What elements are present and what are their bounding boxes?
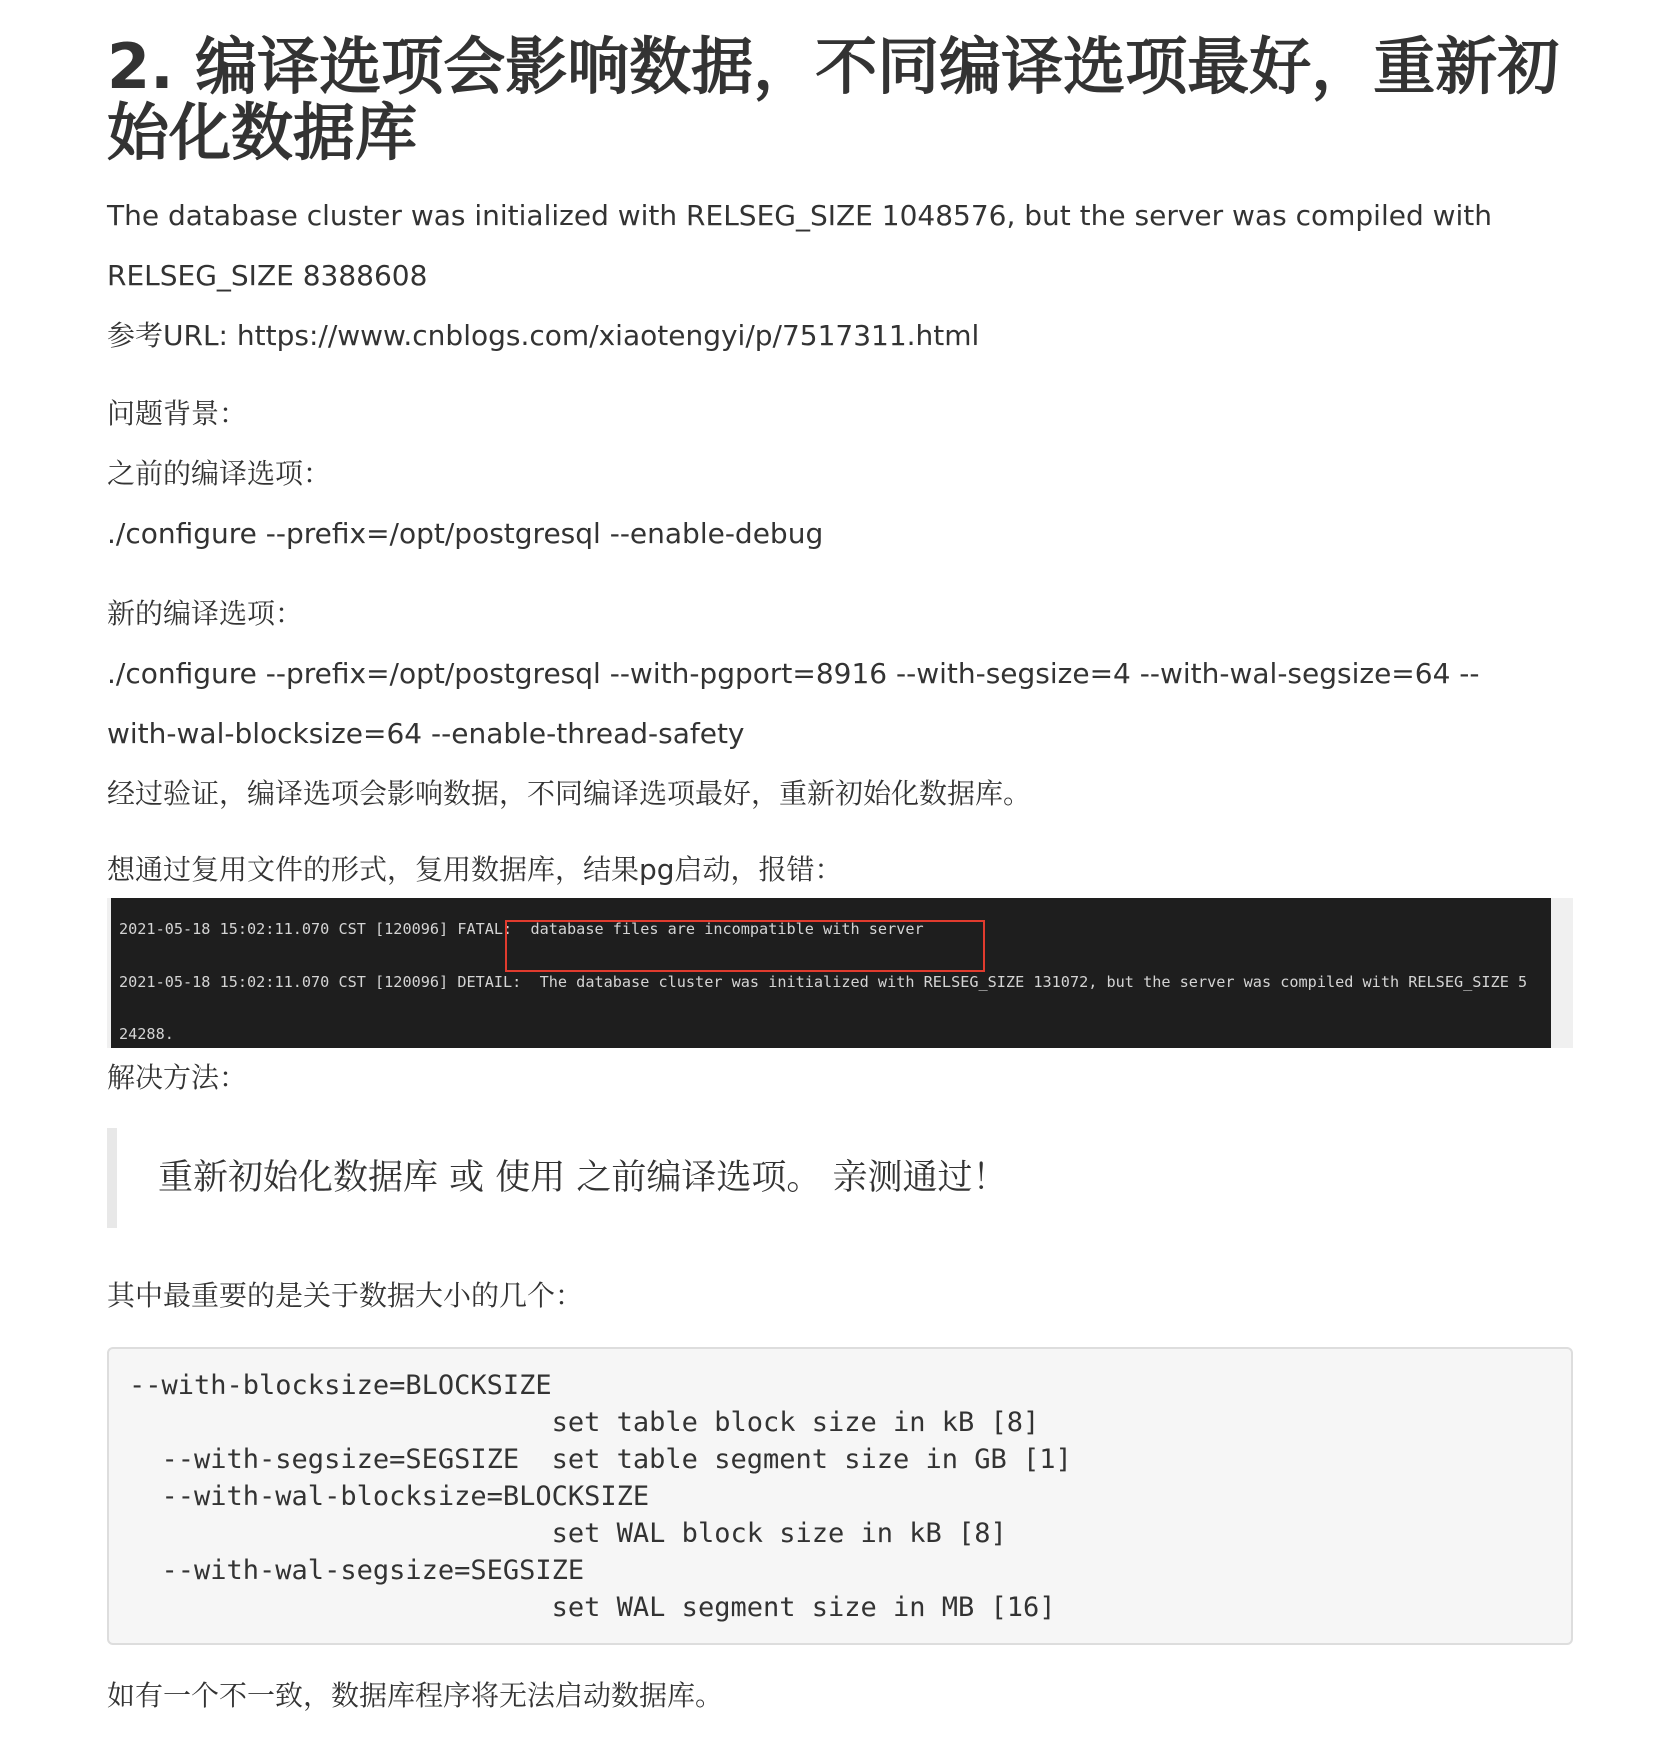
new-options-command: ./configure --prefix=/opt/postgresql --with-pgport=8916 --with-segsize=4 --with-wal-segsize=64 --with-wal-blocksize=64 --enable-thread-safety xyxy=(107,657,1480,750)
error-highlight-box xyxy=(505,920,985,972)
new-options-label: 新的编译选项： xyxy=(107,597,304,630)
verified-text: 经过验证，编译选项会影响数据，不同编译选项最好，重新初始化数据库。 xyxy=(107,777,1032,810)
reuse-error-text: 想通过复用文件的形式，复用数据库，结果pg启动，报错： xyxy=(107,853,843,886)
terminal-line: 2021-05-18 15:02:11.070 CST [120096] FATAL: database files are incompatible with server xyxy=(119,920,924,938)
reference-url[interactable]: 参考URL: https://www.cnblogs.com/xiaotengyi/p/7517311.html xyxy=(107,319,980,352)
mismatch-warning-text: 如有一个不一致，数据库程序将无法启动数据库。 xyxy=(107,1679,724,1712)
error-message-paragraph: The database cluster was initialized with RELSEG_SIZE 1048576, but the server was compiled with RELSEG_SIZE 8388608 xyxy=(107,199,1493,292)
code-block xyxy=(107,1347,1573,1645)
terminal-line: 24288. xyxy=(119,1025,174,1043)
solution-quote-text: 重新初始化数据库 或 使用 之前编译选项。 亲测通过！ xyxy=(158,1158,1008,1198)
important-options-label: 其中最重要的是关于数据大小的几个： xyxy=(107,1279,584,1312)
background-label: 问题背景： xyxy=(107,397,248,430)
prev-options-label: 之前的编译选项： xyxy=(107,457,332,490)
prev-options-command: ./configure --prefix=/opt/postgresql --enable-debug xyxy=(107,517,824,550)
section-heading: 2. 编译选项会影响数据，不同编译选项最好，重新初始化数据库 xyxy=(107,30,1560,169)
terminal-line: 2021-05-18 15:02:11.070 CST [120096] DETAIL: The database cluster was initialized with RELSEG_SIZE 131072, but the server was compiled with RELSEG_SIZE 5 xyxy=(119,972,1528,991)
terminal-screenshot xyxy=(107,898,1573,1048)
code-block-content: --with-blocksize=BLOCKSIZE set table block size in kB [8] --with-segsize=SEGSIZE set table segment size in GB [1] --with-wal-blocksize=BLOCKSIZE set WAL block size in kB [8] --with-wal-segsize=SEGSIZE set WAL segment size in MB [16] xyxy=(129,1370,1072,1623)
terminal-window xyxy=(111,898,1551,1048)
solution-blockquote xyxy=(107,1128,1573,1228)
solution-label: 解决方法： xyxy=(107,1061,248,1094)
